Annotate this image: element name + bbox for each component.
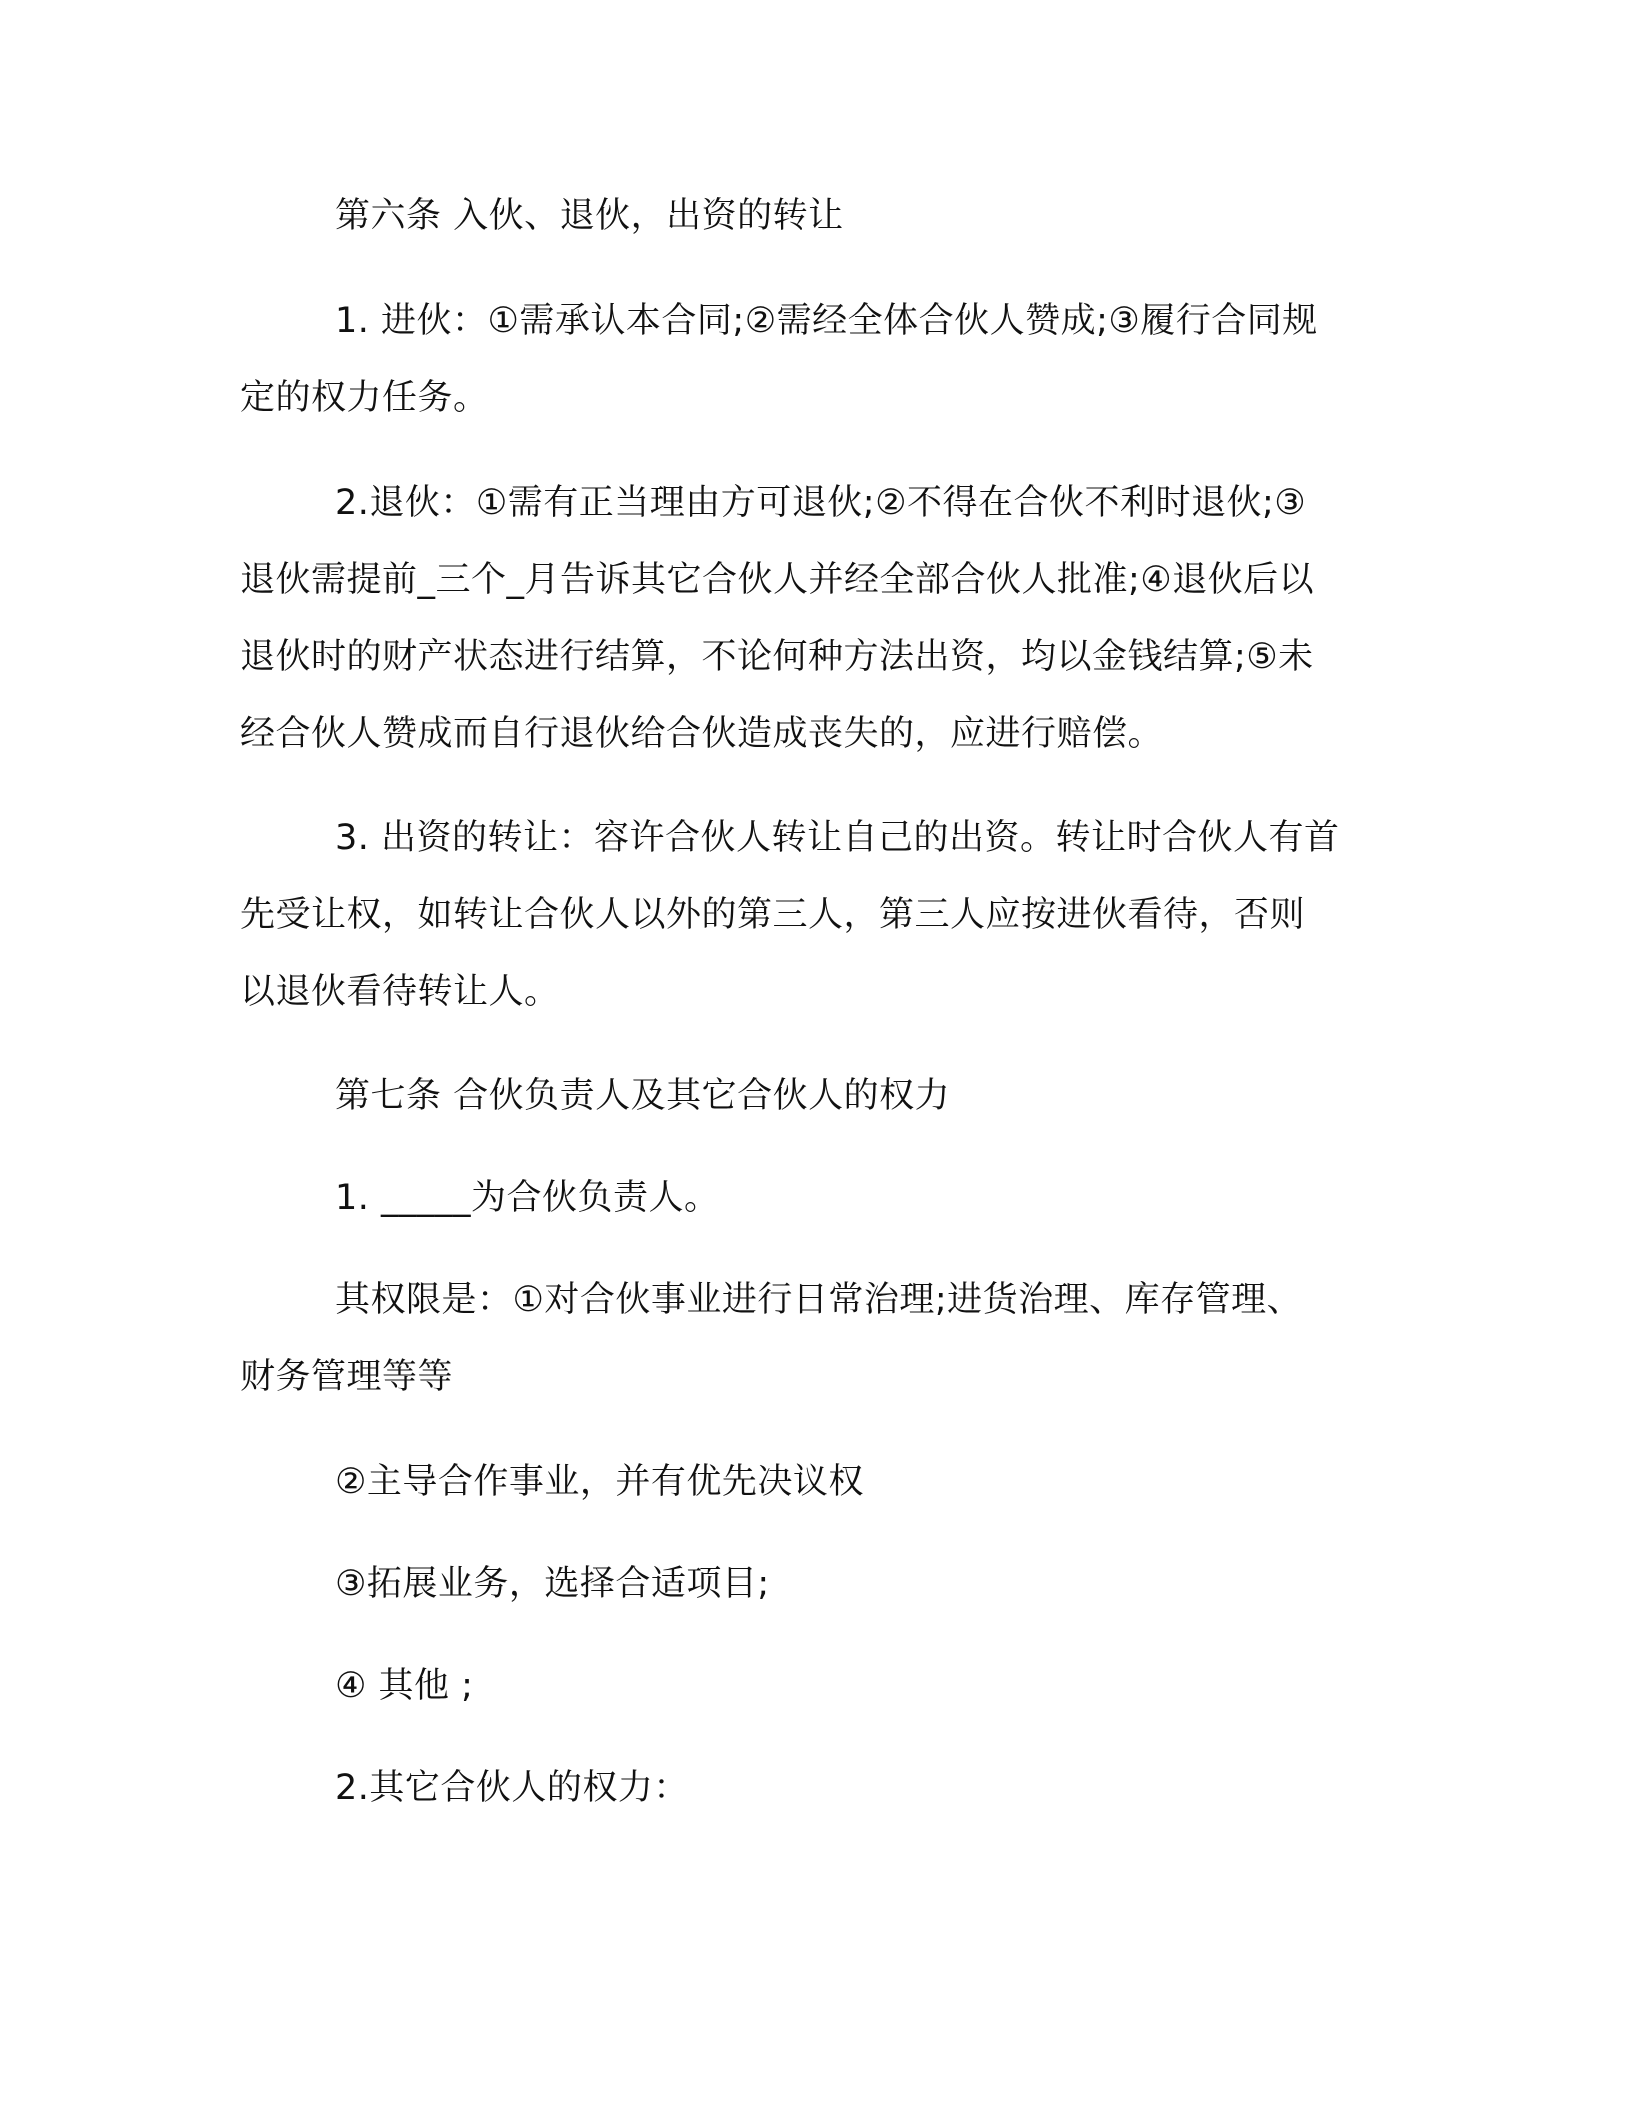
clause-line: 2.其它合伙人的权力： bbox=[335, 1768, 689, 1808]
clause-line: ④ 其他 ; bbox=[335, 1666, 474, 1706]
clause-line: 经合伙人赞成而自行退伙给合伙造成丧失的，应进行赔偿。 bbox=[240, 714, 1164, 754]
clause-line: ③拓展业务，选择合适项目; bbox=[335, 1564, 770, 1604]
clause-line: ②主导合作事业，并有优先决议权 bbox=[335, 1462, 864, 1502]
clause-line: 1. _____为合伙负责人。 bbox=[335, 1178, 720, 1218]
article-7-item-3 bbox=[240, 1546, 1475, 1623]
clause-line: 退伙时的财产状态进行结算，不论何种方法出资，均以金钱结算;⑤未 bbox=[240, 637, 1314, 677]
article-6-clause-1 bbox=[240, 283, 1380, 437]
article-6-clause-3 bbox=[240, 800, 1380, 1031]
clause-line: 定的权力任务。 bbox=[240, 378, 489, 418]
clause-line: 以退伙看待转让人。 bbox=[240, 972, 560, 1012]
clause-line: 1. 进伙：①需承认本合同;②需经全体合伙人赞成;③履行合同规 bbox=[335, 301, 1318, 341]
article-7-heading bbox=[240, 1058, 1475, 1135]
article-7-authority bbox=[240, 1262, 1380, 1416]
clause-line: 财务管理等等 bbox=[240, 1357, 454, 1397]
article-6-clause-2 bbox=[240, 465, 1380, 773]
clause-line: 先受让权，如转让合伙人以外的第三人，第三人应按进伙看待，否则 bbox=[240, 895, 1306, 935]
article-7-item-2 bbox=[240, 1444, 1475, 1521]
clause-line: 3. 出资的转让：容许合伙人转让自己的出资。转让时合伙人有首 bbox=[335, 818, 1340, 858]
clause-line: 退伙需提前_三个_月告诉其它合伙人并经全部合伙人批准;④退伙后以 bbox=[240, 560, 1315, 600]
article-7-clause-1 bbox=[240, 1160, 1475, 1237]
heading-text: 第六条 入伙、退伙，出资的转让 bbox=[335, 196, 844, 236]
clause-line: 其权限是：①对合伙事业进行日常治理;进货治理、库存管理、 bbox=[335, 1280, 1303, 1320]
article-6-heading bbox=[240, 178, 1475, 255]
clause-line: 2.退伙：①需有正当理由方可退伙;②不得在合伙不利时退伙;③ bbox=[335, 483, 1307, 523]
article-7-item-4 bbox=[240, 1648, 1475, 1725]
heading-text: 第七条 合伙负责人及其它合伙人的权力 bbox=[335, 1076, 951, 1116]
article-7-clause-2 bbox=[240, 1750, 1475, 1827]
